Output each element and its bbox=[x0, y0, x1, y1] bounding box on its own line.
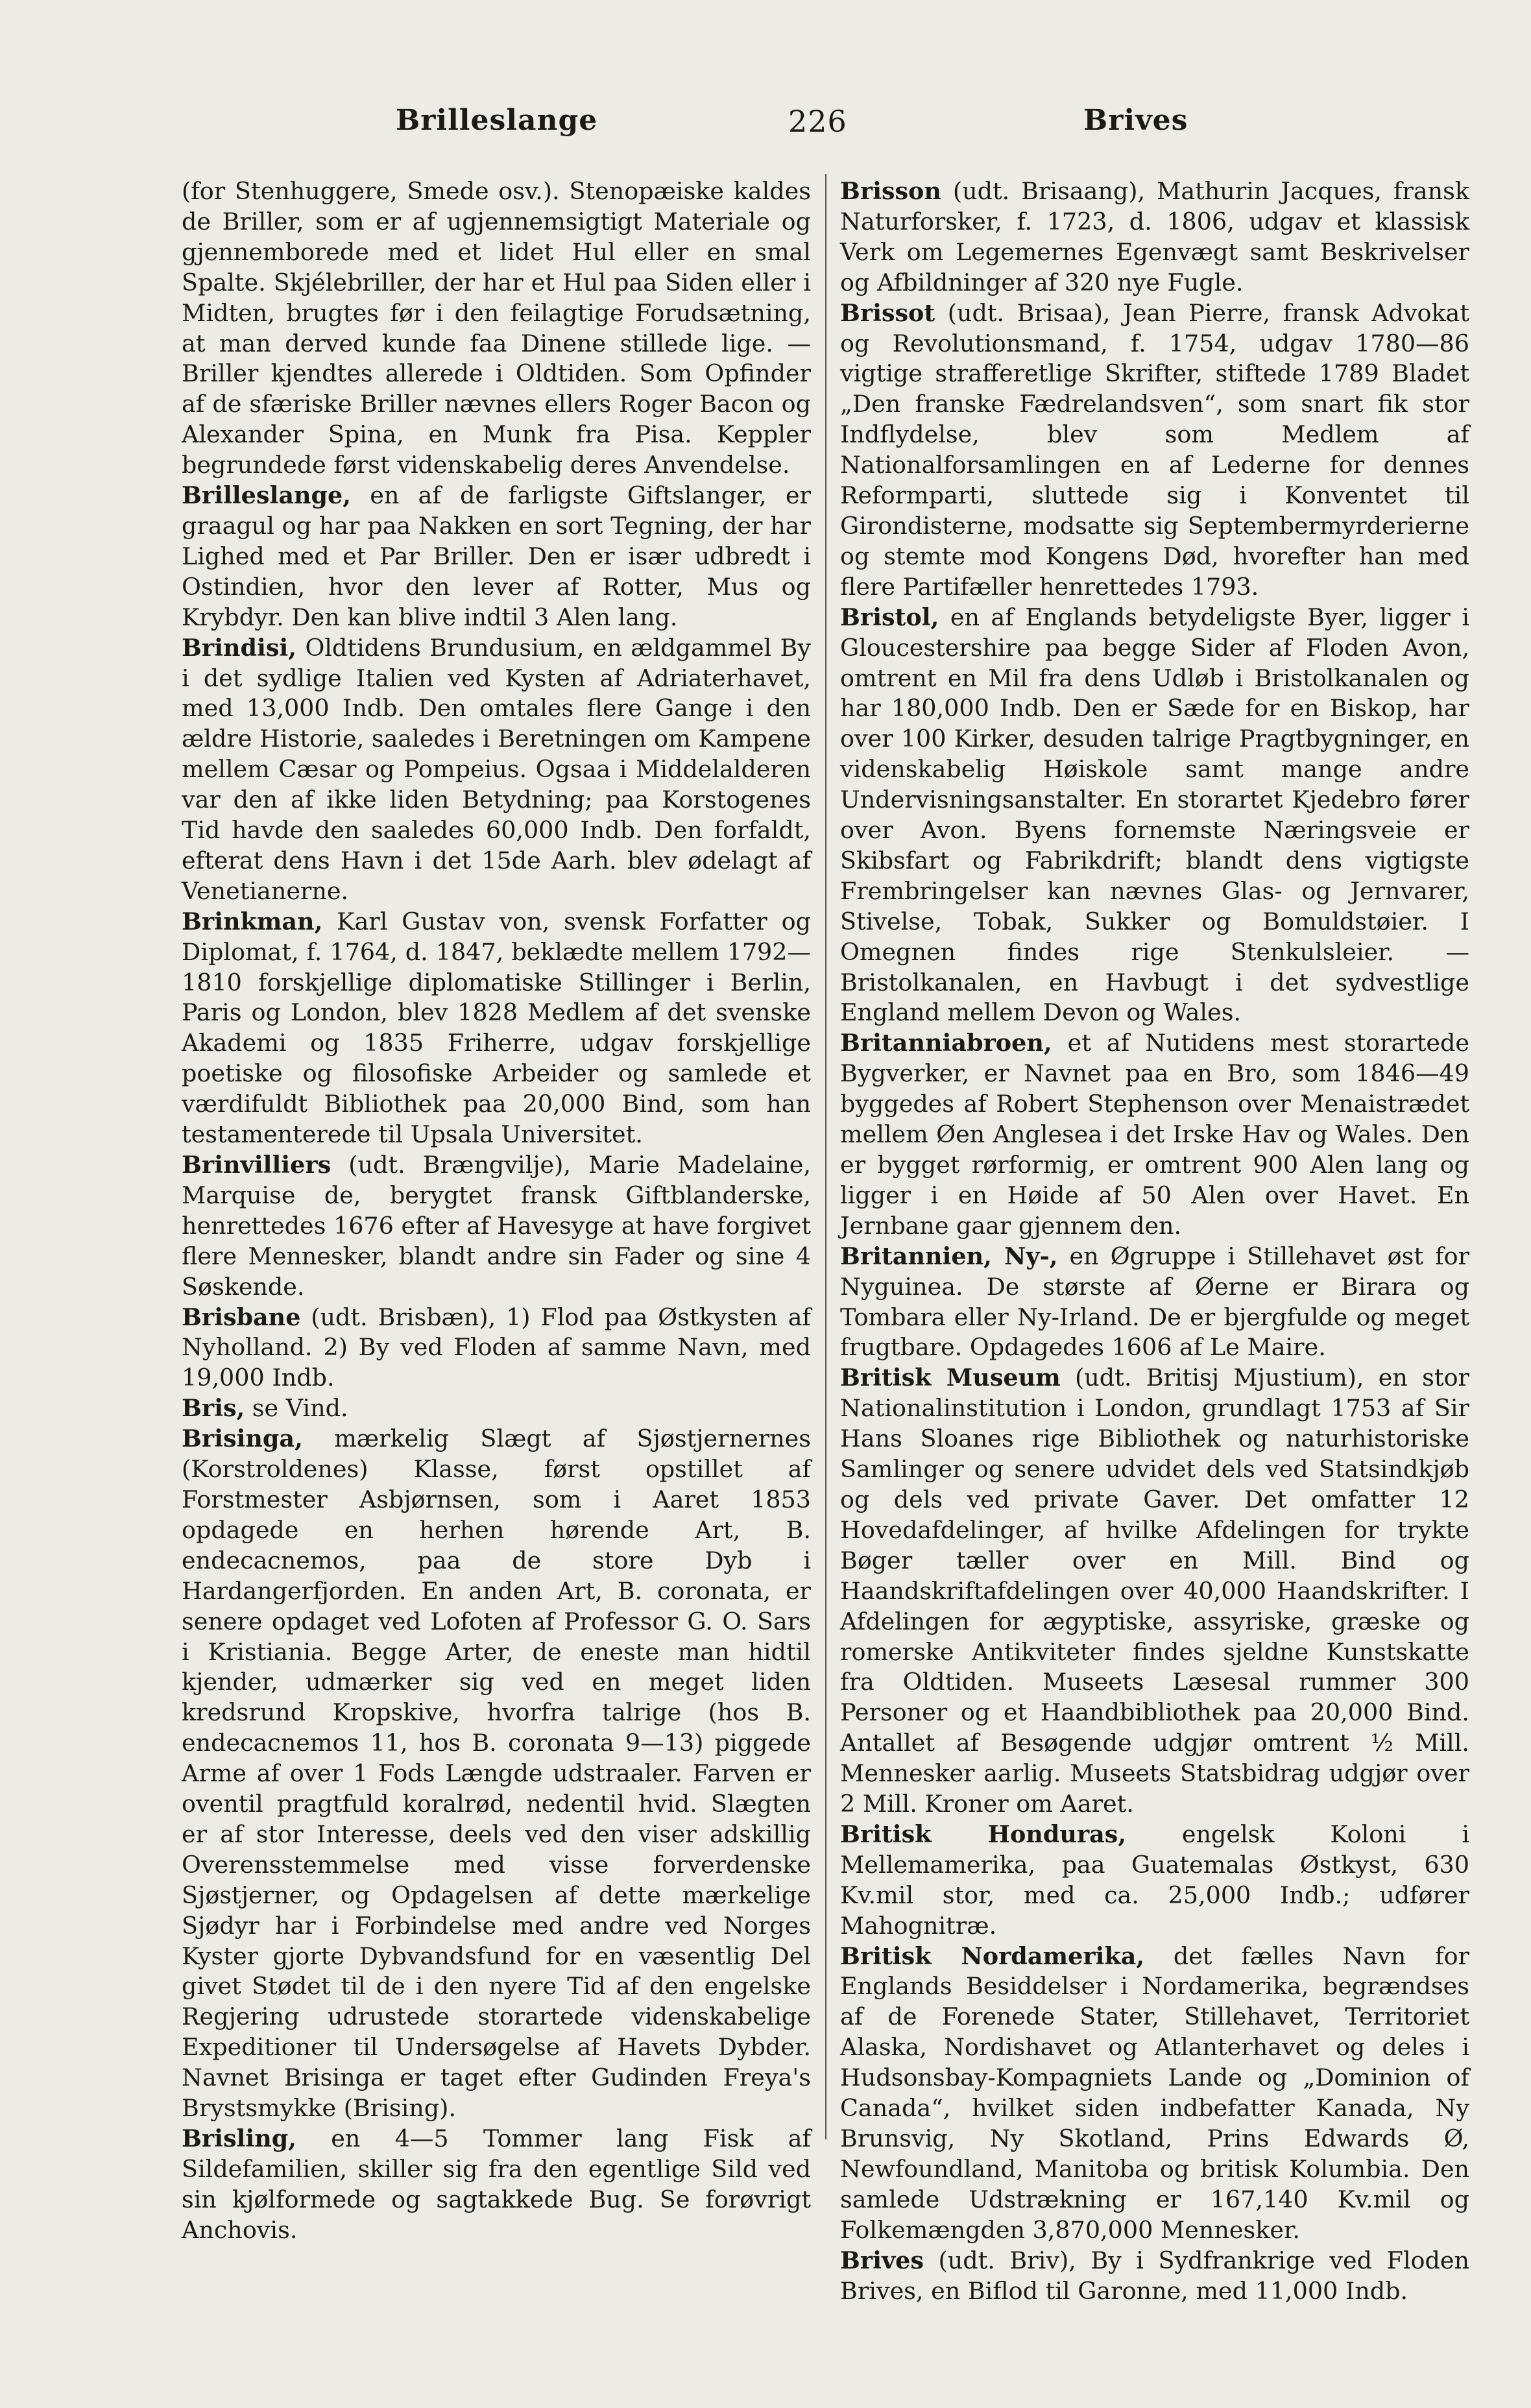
entry-headword: Brisling, bbox=[182, 2125, 296, 2152]
entry-headword: Brisson bbox=[840, 177, 941, 205]
right-running-head: Brives bbox=[1083, 104, 1188, 137]
entry-headword: Brissot bbox=[840, 298, 935, 327]
dictionary-entry bbox=[182, 633, 811, 907]
entry-headword: Brindisi, bbox=[182, 633, 296, 662]
entry-text: en 4—5 Tommer lang Fisk af Sildefamilien, skiller sig fra den egentlige Sild ved sin kjølformede og sagtakkede Bug. Se forøvrigt Anchovis. bbox=[182, 2125, 811, 2244]
entry-headword: Brives bbox=[840, 2246, 924, 2274]
entry-text: (udt. Brængvilje), Marie Madelaine, Marquise de, berygtet fransk Giftblanderske, henrettedes 1676 efter af Havesyge at have forgivet flere Mennesker, blandt andre sin Fader og sine 4 Søskende. bbox=[182, 1151, 811, 1301]
dictionary-entry bbox=[840, 603, 1469, 1029]
entry-headword: Britisk Museum bbox=[840, 1364, 1061, 1392]
dictionary-entry bbox=[182, 176, 811, 481]
entry-text: Oldtidens Brundusium, en ældgammel By i det sydlige Italien ved Kysten af Adriaterhavet, med 13,000 Indb. Den omtales flere Gange i den ældre Historie, saaledes i Beretningen om Kampene mellem Cæsar og Pompeius. Ogsaa i Middelalderen var den af ikke liden Betydning; paa Korstogenes Tid havde den saaledes 60,000 Indb. Den forfaldt, efterat dens Havn i det 15de Aarh. blev ødelagt af Venetianerne. bbox=[182, 633, 811, 905]
entry-text: (udt. Briv), By i Sydfrankrige ved Floden Brives, en Biflod til Garonne, med 11,000 Indb. bbox=[840, 2246, 1469, 2305]
entry-text: mærkelig Slægt af Sjøstjernernes (Korstroldenes) Klasse, først opstillet af Forstmester Asbjørnsen, som i Aaret 1853 opdagede en herhen hørende Art, B. endecacnemos, paa de store Dyb i Hardangerfjorden. En anden Art, B. coronata, er senere opdaget ved Lofoten af Professor G. O. Sars i Kristiania. Begge Arter, de eneste man hidtil kjender, udmærker sig ved en meget liden kredsrund Kropskive, hvorfra talrige (hos B. endecacnemos 11, hos B. coronata 9—13) piggede Arme af over 1 Fods Længde udstraaler. Farven er oventil pragtfuld koralrød, nedentil hvid. Slægten er af stor Interesse, deels ved den viser adskillig Overensstemmelse med visse forverdenske Sjøstjerner, og Opdagelsen af dette mærkelige Sjødyr har i Forbindelse med andre ved Norges Kyster gjorte Dybvandsfund for en væsentlig Del givet Stødet til de i den nyere Tid af den engelske Regjering udrustede storartede videnskabelige Expeditioner til Undersøgelse af Havets Dybder. Navnet Brisinga er taget efter Gudinden Freya's Brystsmykke (Brising). bbox=[182, 1425, 811, 2123]
entry-text: (for Stenhuggere, Smede osv.). Stenopæiske kaldes de Briller, som er af ugjennemsigtigt Materiale og gjennemborede med et lidet Hul eller en smal Spalte. Skjélebriller, der har et Hul paa Siden eller i Midten, brugtes før i den feilagtige Forudsætning, at man derved kunde faa Dinene stillede lige. — Briller kjendtes allerede i Oldtiden. Som Opfinder af de sfæriske Briller nævnes ellers Roger Bacon og Alexander Spina, en Munk fra Pisa. Keppler begrundede først videnskabelig deres Anvendelse. bbox=[182, 177, 811, 479]
entry-headword: Brinvilliers bbox=[182, 1151, 332, 1179]
dictionary-entry bbox=[840, 1820, 1469, 1942]
dictionary-entry bbox=[182, 1424, 811, 2124]
entry-headword: Britannien, Ny-, bbox=[840, 1242, 1058, 1270]
dictionary-entry bbox=[840, 2246, 1469, 2307]
page-number: 226 bbox=[788, 104, 847, 139]
entry-text: (udt. Brisbæn), 1) Flod paa Østkysten af Nyholland. 2) By ved Floden af samme Navn, med 19,000 Indb. bbox=[182, 1303, 811, 1392]
page-header bbox=[188, 104, 1213, 156]
left-running-head: Brilleslange bbox=[396, 104, 598, 137]
entry-headword: Brisinga, bbox=[182, 1425, 303, 1453]
entry-text: en af Englands betydeligste Byer, ligger i Gloucestershire paa begge Sider af Floden Avon, omtrent en Mil fra dens Udløb i Bristolkanalen og har 180,000 Indb. Den er Sæde for en Biskop, har over 100 Kirker, desuden talrige Pragtbygninger, en videnskabelig Høiskole samt mange andre Undervisningsanstalter. En storartet Kjedebro fører over Avon. Byens fornemste Næringsveie er Skibsfart og Fabrikdrift; blandt dens vigtigste Frembringelser kan nævnes Glas- og Jernvarer, Stivelse, Tobak, Sukker og Bomuldstøier. I Omegnen findes rige Stenkulsleier. — Bristolkanalen, en Havbugt i det sydvestlige England mellem Devon og Wales. bbox=[840, 603, 1469, 1027]
entry-text: (udt. Brisaa), Jean Pierre, fransk Advokat og Revolutionsmand, f. 1754, udgav 1780—86 vigtige strafferetlige Skrifter, stiftede 1789 Bladet „Den franske Fædrelandsven“, som snart fik stor Indflydelse, blev som Medlem af Nationalforsamlingen en af Lederne for dennes Reformparti, sluttede sig i Konventet til Girondisterne, modsatte sig Septembermyrderierne og stemte mod Kongens Død, hvorefter han med flere Partifæller henrettedes 1793. bbox=[840, 298, 1469, 601]
entry-text: et af Nutidens mest storartede Bygverker, er Navnet paa en Bro, som 1846—49 byggedes af Robert Stephenson over Menaistrædet mellem Øen Anglesea i det Irske Hav og Wales. Den er bygget rørformig, er omtrent 900 Alen lang og ligger i en Høide af 50 Alen over Havet. En Jernbane gaar gjennem den. bbox=[840, 1029, 1469, 1240]
left-column bbox=[182, 176, 811, 2246]
dictionary-entry bbox=[840, 176, 1469, 298]
dictionary-entry bbox=[840, 1363, 1469, 1820]
dictionary-entry bbox=[840, 1942, 1469, 2246]
entry-headword: Britanniabroen, bbox=[840, 1029, 1052, 1057]
entry-text: en Øgruppe i Stillehavet øst for Nyguinea. De største af Øerne er Birara og Tombara eller Ny-Irland. De er bjergfulde og meget frugtbare. Opdagedes 1606 af Le Maire. bbox=[840, 1242, 1469, 1362]
entry-headword: Brisbane bbox=[182, 1303, 301, 1331]
entry-text: (udt. Britisj Mjustium), en stor Nationalinstitution i London, grundlagt 1753 af Sir Hans Sloanes rige Bibliothek og naturhistoriske Samlinger og senere udvidet dels ved Statsindkjøb og dels ved private Gaver. Det omfatter 12 Hovedafdelinger, af hvilke Afdelingen for trykte Bøger tæller over en Mill. Bind og Haandskriftafdelingen over 40,000 Haandskrifter. I Afdelingen for ægyptiske, assyriske, græske og romerske Antikviteter findes sjeldne Kunstskatte fra Oldtiden. Museets Læsesal rummer 300 Personer og et Haandbibliothek paa 20,000 Bind. Antallet af Besøgende udgjør omtrent ½ Mill. Mennesker aarlig. Museets Statsbidrag udgjør over 2 Mill. Kroner om Aaret. bbox=[840, 1364, 1470, 1818]
dictionary-entry bbox=[840, 1028, 1469, 1241]
dictionary-entry bbox=[182, 481, 811, 633]
entry-headword: Britisk Nordamerika, bbox=[840, 1942, 1145, 1970]
entry-headword: Bristol, bbox=[840, 603, 939, 631]
entry-headword: Britisk Honduras, bbox=[840, 1820, 1127, 1848]
entry-headword: Brilleslange, bbox=[182, 481, 351, 510]
dictionary-entry bbox=[182, 1303, 811, 1394]
entry-text: engelsk Koloni i Mellemamerika, paa Guatemalas Østkyst, 630 Kv.mil stor, med ca. 25,000 Indb.; udfører Mahognitræ. bbox=[840, 1820, 1469, 1940]
dictionary-entry bbox=[840, 298, 1469, 603]
dictionary-entry bbox=[182, 1150, 811, 1303]
entry-text: en af de farligste Giftslanger, er graagul og har paa Nakken en sort Tegning, der har Lighed med et Par Briller. Den er især udbredt i Ostindien, hvor den lever af Rotter, Mus og Krybdyr. Den kan blive indtil 3 Alen lang. bbox=[182, 481, 811, 631]
dictionary-entry bbox=[840, 1242, 1469, 1364]
dictionary-entry bbox=[182, 2124, 811, 2246]
entry-text: (udt. Brisaang), Mathurin Jacques, fransk Naturforsker, f. 1723, d. 1806, udgav et klassisk Verk om Legemernes Egenvægt samt Beskrivelser og Afbildninger af 320 nye Fugle. bbox=[840, 177, 1469, 296]
right-column bbox=[840, 176, 1469, 2306]
entry-text: det fælles Navn for Englands Besiddelser i Nordamerika, begrændses af de Forenede Stater, Stillehavet, Territoriet Alaska, Nordishavet og Atlanterhavet og deles i Hudsonsbay-Kompagniets Lande og „Dominion of Canada“, hvilket siden indbefatter Kanada, Ny Brunsvig, Ny Skotland, Prins Edwards Ø, Newfoundland, Manitoba og britisk Kolumbia. Den samlede Udstrækning er 167,140 Kv.mil og Folkemængden 3,870,000 Mennesker. bbox=[840, 1942, 1469, 2244]
dictionary-entry bbox=[182, 907, 811, 1150]
entry-headword: Bris, bbox=[182, 1394, 245, 1423]
dictionary-entry bbox=[182, 1393, 811, 1424]
column-divider bbox=[825, 174, 826, 2139]
entry-text: Karl Gustav von, svensk Forfatter og Diplomat, f. 1764, d. 1847, beklædte mellem 1792—1810 forskjellige diplomatiske Stillinger i Berlin, Paris og London, blev 1828 Medlem af det svenske Akademi og 1835 Friherre, udgav forskjellige poetiske og filosofiske Arbeider og samlede et værdifuldt Bibliothek paa 20,000 Bind, som han testamenterede til Upsala Universitet. bbox=[182, 907, 811, 1149]
entry-text: se Vind. bbox=[245, 1394, 348, 1423]
entry-headword: Brinkman, bbox=[182, 907, 323, 935]
